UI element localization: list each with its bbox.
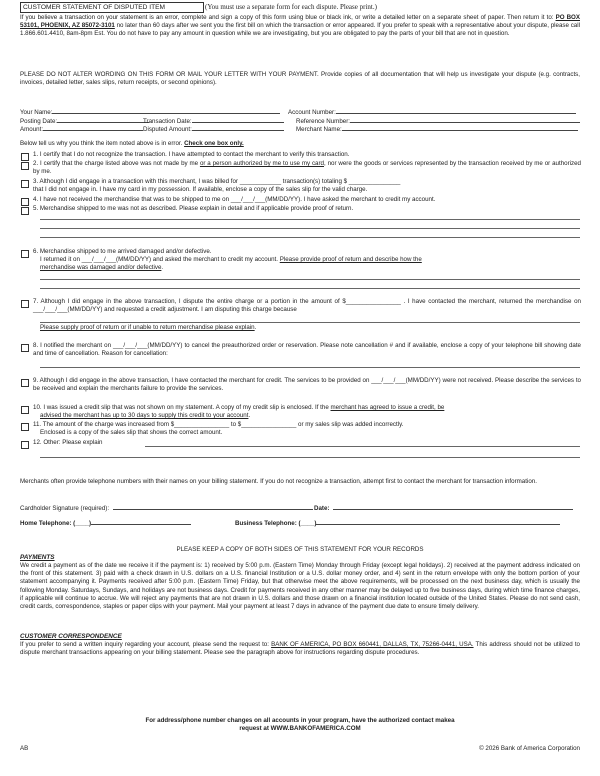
posting-date-label: Posting Date: — [20, 118, 58, 125]
reason-8-line-1[interactable] — [40, 367, 580, 368]
reason-2-underlined: or a person authorized by me to use my card — [199, 160, 324, 167]
your-name-line[interactable] — [52, 107, 280, 114]
reason-6-text-b: I returned it on ___/___/___(MM/DD/YY) and asked the merchant to credit my account. — [40, 256, 280, 264]
reason-9-text: 9. Although I did engage in the above transaction, I have contacted the merchant for credit. The services to be provided on ___/___/___(MM/DD/YY) were not received. Please describe the services to be received and explain the merchants failure to provide the services. — [33, 377, 581, 393]
reason-5-text: 5. Merchandise shipped to me was not as described. Please explain in detail and if applicable provide proof of return. — [33, 205, 354, 212]
reason-10-underlined-2: advised the merchant has up to 30 days to supply this credit to your account — [40, 412, 249, 420]
reason-10-text-a: 10. I was issued a credit slip that was not shown on my statement. A copy of my credit slip is enclosed. If the — [33, 404, 331, 411]
reason-6-underlined-2: merchandise was damaged and/or defective — [40, 264, 162, 272]
reason-6-text — [33, 248, 581, 273]
reason-5-line-2[interactable] — [40, 228, 580, 229]
reason-7-line-1[interactable] — [40, 322, 580, 323]
reason-4-text: 4. I have not received the merchandise that was to be shipped to me on ___/___/___(MM/DD/YY). I have asked the merchant to credit my account. — [33, 196, 436, 203]
reason-1-text: 1. I certify that I do not recognize the transaction. I have attempted to contact the merchant to verify this transaction. — [33, 151, 350, 158]
checkbox-reason-8[interactable] — [21, 344, 29, 352]
account-number-label: Account Number: — [288, 109, 336, 116]
reason-6-line-2[interactable] — [40, 288, 580, 289]
intro-text-a: If you believe a transaction on your statement is an error, complete and sign a copy of this form using blue or black ink, or write a detailed letter on a separate sheet of paper. Then return it to: — [20, 14, 556, 21]
reason-3-text — [33, 178, 581, 194]
payments-heading: PAYMENTS — [20, 554, 55, 561]
amount-field[interactable] — [20, 124, 143, 134]
posting-date-line[interactable] — [57, 116, 149, 123]
reason-6-text-a: 6. Merchandise shipped to me arrived damaged and/or defective. — [33, 248, 212, 255]
reason-3-text-b: that I did not engage in. I have my card in my possession. If available, enclose a copy of the sales slip for the valid charge. — [33, 186, 368, 194]
disputed-amount-line[interactable] — [192, 124, 284, 131]
checkbox-reason-4[interactable] — [21, 198, 29, 206]
reason-7-underlined: Please supply proof of return or if unable to return merchandise please explain — [40, 324, 255, 331]
reason-11-text-a: 11. The amount of the charge was increased from $________________ to $________________ or my sales slip was added incorrectly. — [33, 421, 404, 428]
form-title: CUSTOMER STATEMENT OF DISPUTED ITEM — [20, 2, 204, 13]
reason-2-text-b: , nor were the goods or services represented by the transaction received by me or authorized by me. — [33, 160, 581, 176]
reference-number-line[interactable] — [350, 116, 580, 123]
checkbox-reason-10[interactable] — [21, 406, 29, 414]
reason-2-text-a: 2. I certify that the charge listed above was not made by me — [33, 160, 200, 167]
checkbox-reason-11[interactable] — [21, 423, 29, 431]
merchant-name-label: Merchant Name: — [296, 126, 342, 133]
instructions — [20, 140, 580, 148]
merchant-name-line[interactable] — [342, 124, 578, 131]
merchant-name-field[interactable] — [296, 124, 578, 134]
cardholder-signature-field[interactable] — [20, 503, 313, 513]
correspondence-text-a: If you prefer to send a written inquiry regarding your account, please send the request to: — [20, 641, 272, 648]
reason-7-instruction — [40, 324, 580, 332]
merchants-note: Merchants often provide telephone numbers with their names on your billing statement. If you do not recognize a transaction, attempt first to contact the merchant for transaction information. — [20, 478, 537, 485]
footer-form-code: AB — [20, 745, 29, 752]
reason-10-underlined-1: merchant has agreed to issue a credit, be — [330, 404, 445, 411]
reason-10-text — [33, 404, 581, 420]
business-telephone-field[interactable] — [235, 518, 560, 528]
intro-text-b: no later than 60 days after we sent you the first bill on which the transaction or error appeared. If you prefer to speak with a representative about your dispute, please call 1.866.601.4410, 8am-8pm Est. You do not have to pay any amount in question while we are investigating, but you are obligated to pay the parts of your bill that are not in question. — [20, 22, 580, 38]
correspondence-heading: CUSTOMER CORRESPONDENCE — [20, 633, 122, 640]
checkbox-reason-6[interactable] — [21, 250, 29, 258]
checkbox-reason-9[interactable] — [21, 379, 29, 387]
reason-11-text-b: Enclosed is a copy of the sales slip that shows the correct amount. — [40, 429, 223, 437]
reason-5-line-3[interactable] — [40, 237, 580, 238]
amount-label: Amount: — [20, 126, 44, 133]
instructions-text: Below tell us why you think the item noted above is in error. — [20, 140, 185, 147]
documentation-paragraph: PLEASE DO NOT ALTER WORDING ON THIS FORM OR MAIL YOUR LETTER WITH YOUR PAYMENT. Provide copies of all documentation that will help us investigate your dispute (e.g. contracts, invoices, detailed letter, sales slips, return receipts, or second opinions). — [20, 71, 580, 87]
reason-8-text: 8. I notified the merchant on ___/___/___(MM/DD/YY) to cancel the preauthorized order or reservation. Please note cancellation # and if available, enclose a copy of your telephone bill showing date and time of cancellation. Reason for cancellation: — [33, 342, 581, 358]
correspondence-text-b: This address should not be utilized to dispute merchant transactions appearing on your billing statement. Please see the paragraph above for instructions regarding dispute procedures. — [20, 641, 581, 657]
intro-paragraph — [20, 14, 580, 39]
transaction-date-label: Transaction Date: — [143, 118, 192, 125]
checkbox-reason-7[interactable] — [21, 300, 29, 308]
signature-date-line[interactable] — [333, 503, 573, 510]
reason-2-text — [33, 160, 581, 176]
reason-6-line-1[interactable] — [40, 279, 580, 280]
correspondence-address: BANK OF AMERICA, PO BOX 660441, DALLAS, TX, 75266-0441, USA. — [271, 641, 474, 648]
address-change-note-line-2: request at WWW.BANKOFAMERICA.COM — [239, 725, 361, 732]
reason-12-text: 12. Other: Please explain — [33, 439, 103, 446]
correspondence-text — [20, 641, 580, 657]
payments-text: We credit a payment as of the date we receive it if the payment is: 1) received by 5:00 p.m. (Eastern Time) Monday through Friday (except legal holidays). 2) received at the payment address indicated on the front of this statement. 3) paid with a check drawn in U.S. dollars on a U.S. financial Institution or a U.S. dollar money order, and 4) sent in the return envelope with only the bottom portion of your statement accompanying it. Payments received after 5:00 p.m. (Eastern Time) Friday, but that otherwise meet the above requirements, will be processed on the next business day, which is usually the following Monday. Saturdays, Sundays, and holidays are not business days. Credit for payments received in any other manner may be delayed up to five business days, during which time finance charges, if applicable will continue to accrue. We will reject any payments that are not drawn in U.S. dollars and those drawn on a financial institution located outside of the United States. Please do not send cash, credit cards, correspondence, staples or paper clips with your payment. Mail your payment at least 7 days in advance of the payment due date to ensure timely delivery. — [20, 562, 580, 610]
reason-7-text: 7. Although I did engage in the above transaction, I dispute the entire charge or a portion in the amount of $________________ . I have contacted the merchant, returned the merchandise on ___/___/___(MM/DD/YY) and requested a credit adjustment. I am disputing this charge because — [33, 298, 581, 314]
reason-7-period: . — [254, 324, 257, 331]
home-telephone-field[interactable] — [20, 518, 191, 528]
address-change-note-line-1: For address/phone number changes on all accounts in your program, have the authorized contact makea — [145, 717, 455, 724]
reason-11-text — [33, 421, 581, 437]
check-one-box-note: Check one box only. — [184, 140, 244, 147]
disputed-amount-field[interactable] — [143, 124, 284, 134]
transaction-date-line[interactable] — [192, 116, 284, 123]
disputed-amount-label: Disputed Amount: — [143, 126, 192, 133]
cardholder-signature-line[interactable] — [113, 503, 313, 510]
reference-number-label: Reference Number: — [296, 118, 350, 125]
footer-copyright: © 2026 Bank of America Corporation — [479, 745, 580, 752]
reason-10-period: . — [248, 412, 251, 420]
reason-5-line-1[interactable] — [40, 219, 580, 220]
reason-6-period: . — [161, 264, 164, 272]
checkbox-reason-12[interactable] — [21, 441, 29, 449]
keep-copy-notice: PLEASE KEEP A COPY OF BOTH SIDES OF THIS STATEMENT FOR YOUR RECORDS — [176, 546, 424, 553]
cardholder-signature-label: Cardholder Signature (required): — [20, 505, 110, 512]
reason-12-line-2[interactable] — [40, 457, 580, 458]
home-telephone-line[interactable] — [91, 518, 191, 525]
checkbox-reason-2[interactable] — [21, 162, 29, 170]
reason-6-underlined-1: Please provide proof of return and describe how the — [279, 256, 422, 264]
checkbox-reason-3[interactable] — [21, 180, 29, 188]
your-name-label: Your Name: — [20, 109, 53, 116]
amount-line[interactable] — [43, 124, 143, 131]
dispute-mail-address: PO BOX 53101, PHOENIX, AZ 85072-3101 — [20, 14, 580, 30]
signature-date-field[interactable] — [314, 503, 573, 513]
account-number-line[interactable] — [336, 107, 576, 114]
reason-3-text-a: 3. Although I did engage in a transaction with this merchant, I was billed for ____________ transaction(s) totaling $ _______________ — [33, 178, 401, 185]
signature-date-label: Date: — [314, 505, 330, 512]
reason-12-line-1[interactable] — [145, 446, 580, 447]
checkbox-reason-5[interactable] — [21, 207, 29, 215]
business-telephone-line[interactable] — [316, 518, 560, 525]
business-telephone-label: Business Telephone: (____) — [235, 520, 317, 527]
home-telephone-label: Home Telephone: (____) — [20, 520, 92, 527]
checkbox-reason-1[interactable] — [21, 153, 29, 161]
form-title-note: (You must use a separate form for each dispute. Please print.) — [205, 3, 377, 11]
